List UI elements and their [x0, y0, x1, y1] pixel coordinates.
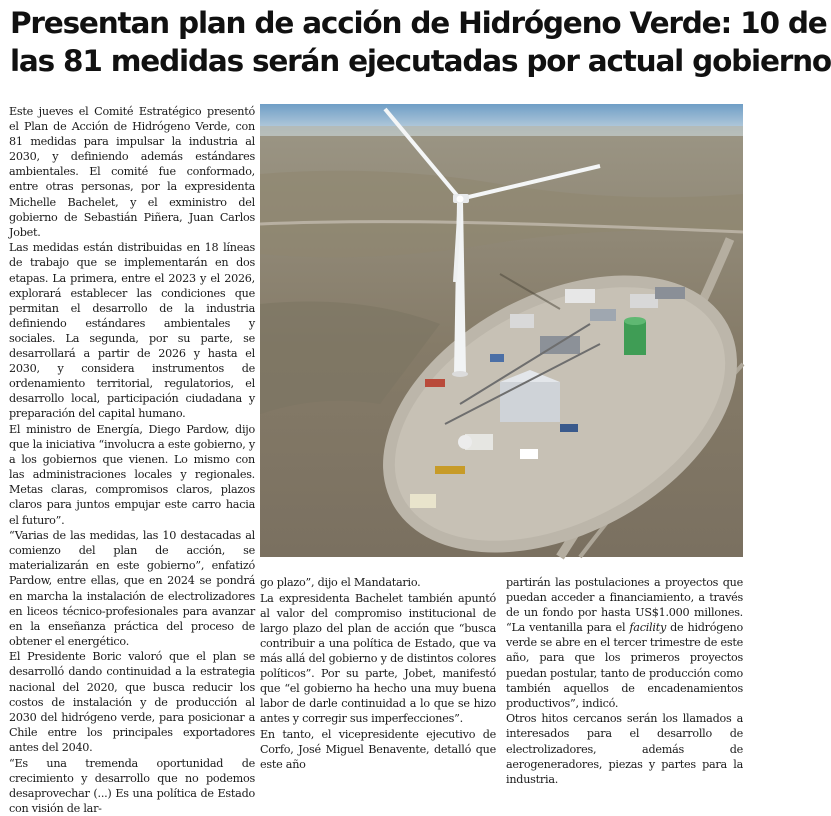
article-column-3 [506, 575, 743, 786]
article-photo [260, 104, 743, 557]
headline-line-1: Presentan plan de acción de Hidrógeno Verde: 10 de [10, 6, 827, 40]
italic-term: facility [629, 621, 667, 635]
tank-structure [624, 321, 646, 355]
paragraph: Este jueves el Comité Estratégico presentó el Plan de Acción de Hidrógeno Verde, con 81 medidas para impulsar la industria al 2030, y definiendo además estándares ambientales. El comité fue conformado, entre otras personas, por la expresidenta Michelle Bachelet, y el exministro del gobierno de Sebastián Piñera, Juan Carlos Jobet. [9, 105, 255, 239]
paragraph: “Es una tremenda oportunidad de crecimiento y desarrollo que no podemos desaprovechar (...) Es una política de Estado con visión de lar- [9, 756, 255, 815]
paragraph: El Presidente Boric valoró que el plan se desarrolló dando continuidad a la estrategia nacional del 2020, que busca reducir los costos de instalación y de producción al 2030 del hidrógeno verde, para posicionar a Chile entre los principales exportadores antes del 2040. [9, 650, 255, 754]
paragraph: “Varias de las medidas, las 10 destacadas al comienzo del plan de acción, se materializarán en este gobierno”, enfatizó Pardow, entre ellas, que en 2024 se pondrá en marcha la instalación de electrolizadores en liceos técnico-profesionales para avanzar en la enseñanza práctica del proceso de obtener el energético. [9, 529, 255, 648]
article-column-2 [260, 575, 496, 780]
paragraph: En tanto, el vicepresidente ejecutivo de Corfo, José Miguel Benavente, detalló que este año [260, 727, 496, 772]
warehouse [500, 382, 560, 422]
paragraph: La expresidenta Bachelet también apuntó al valor del compromiso institucional de largo plazo del plan de acción que “busca contribuir a una política de Estado, que va más allá del gobierno y de distintos colores políticos”. Por su parte, Jobet, manifestó que “el gobierno ha hecho una muy buena labor de darle continuidad a lo que se hizo antes y corregir sus imperfecciones”. [260, 591, 496, 726]
text-run: partirán las postulaciones a proyectos que puedan acceder a financiamiento, a través de un fondo por hasta US$1.000 millones. “La ventanilla para el [506, 576, 743, 635]
paragraph: Las medidas están distribuidas en 18 líneas de trabajo que se implementarán en dos etapas. La primera, entre el 2023 y el 2026, explorará establecer las condiciones que permitan el desarrollo de la industria definiendo estándares ambientales y sociales. La segunda, por su parte, se desarrollará a partir de 2026 y hasta el 2030, y considera instrumentos de ordenamiento territorial, regulatorios, el desarrollo local, participación ciudadana y preparación del capital humano. [9, 241, 255, 421]
headline-line-2: las 81 medidas serán ejecutadas por actual gobierno [10, 44, 831, 78]
text-run: de hidrógeno verde se abre en el tercer trimestre de este año, para que los primeros proyectos puedan postular, tanto de producción como también aquellos de encadenamientos productivos”, indicó. [506, 621, 743, 710]
paragraph: go plazo”, dijo el Mandatario. [260, 576, 421, 589]
headline [10, 4, 831, 80]
paragraph: El ministro de Energía, Diego Pardow, dijo que la iniciativa “involucra a este gobierno, y a los gobiernos que vienen. Lo mismo con las administraciones locales y regionales. Metas claras, compromisos claros, plazos claros para juntos empujar este carro hacia el futuro”. [9, 422, 255, 527]
article-column-1 [9, 104, 255, 815]
paragraph: Otros hitos cercanos serán los llamados a interesados para el desarrollo de electrolizadores, además de aerogeneradores, piezas y partes para la industria. [506, 712, 743, 786]
aerial-plant-illustration [260, 104, 743, 557]
paragraph [506, 575, 743, 711]
